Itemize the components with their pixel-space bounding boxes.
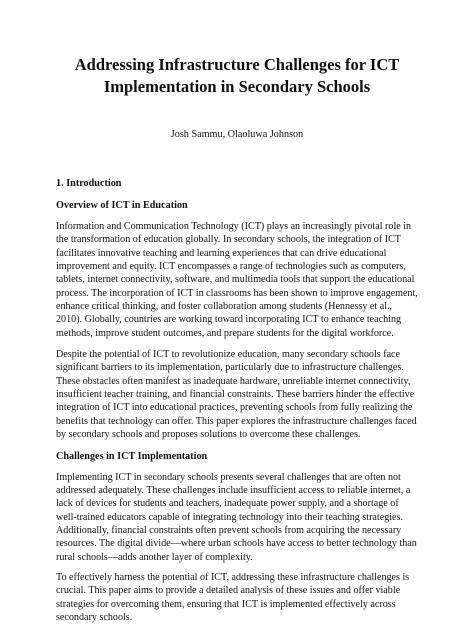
subsection-heading-challenges: Challenges in ICT Implementation xyxy=(56,450,208,462)
paper-authors: Josh Sammu, Olaoluwa Johnson xyxy=(170,129,304,140)
section-heading-introduction: 1. Introduction xyxy=(56,178,122,189)
subsection-heading-overview: Overview of ICT in Education xyxy=(56,200,188,211)
paragraph-challenges-2: To effectively harness the potential of ICT, addressing these infrastructure challenges is crucial. This paper aims to provide a detailed analysis of these issues and offer viable strategies for overcoming them, ensuring that ICT is implemented effectively across secondary schools. xyxy=(56,571,410,623)
paragraph-overview-1: Information and Communication Technology (ICT) plays an increasingly pivotal role in the transformation of education globally. In secondary schools, the integration of ICT facilitates innovative teaching and learning experiences that can drive educational improvement and equity. ICT encompasses a range of technologies such as computers, tablets, internet connectivity, software, and multimedia tools that support the educational process. The incorporation of ICT in classrooms has been shown to improve engagement, enhance critical thinking, and foster collaboration among students (Hennessy et al., 2010). Globally, countries are working toward incorporating ICT to enhance teaching methods, improve student outcomes, and prepare students for the digital workforce. xyxy=(56,221,418,339)
paper-body xyxy=(56,177,420,632)
paragraph-overview-2: Despite the potential of ICT to revolutionize education, many secondary schools face significant barriers to its implementation, particularly due to infrastructure challenges. These obstacles often manifest as inadequate hardware, unreliable internet connectivity, insufficient teacher training, and financial constraints. These barriers hinder the effective integration of ICT into educational practices, preventing schools from fully realizing the benefits that technology can offer. This paper explores the infrastructure challenges faced by secondary schools and proposes solutions to overcome these challenges. xyxy=(56,349,417,441)
paper-title: Addressing Infrastructure Challenges for ICT Implementation in Secondary Schools xyxy=(74,55,400,96)
paragraph-challenges-1: Implementing ICT in secondary schools presents several challenges that are often not addressed adequately. These challenges include insufficient access to reliable internet, a lack of devices for students and teachers, inadequate power supply, and a shortage of well-trained educators capable of integrating technology into their teaching strategies. Additionally, financial constraints often prevent schools from acquiring the necessary resources. The digital divide—where urban schools have access to better technology than rural schools—adds another layer of complexity. xyxy=(56,471,417,563)
